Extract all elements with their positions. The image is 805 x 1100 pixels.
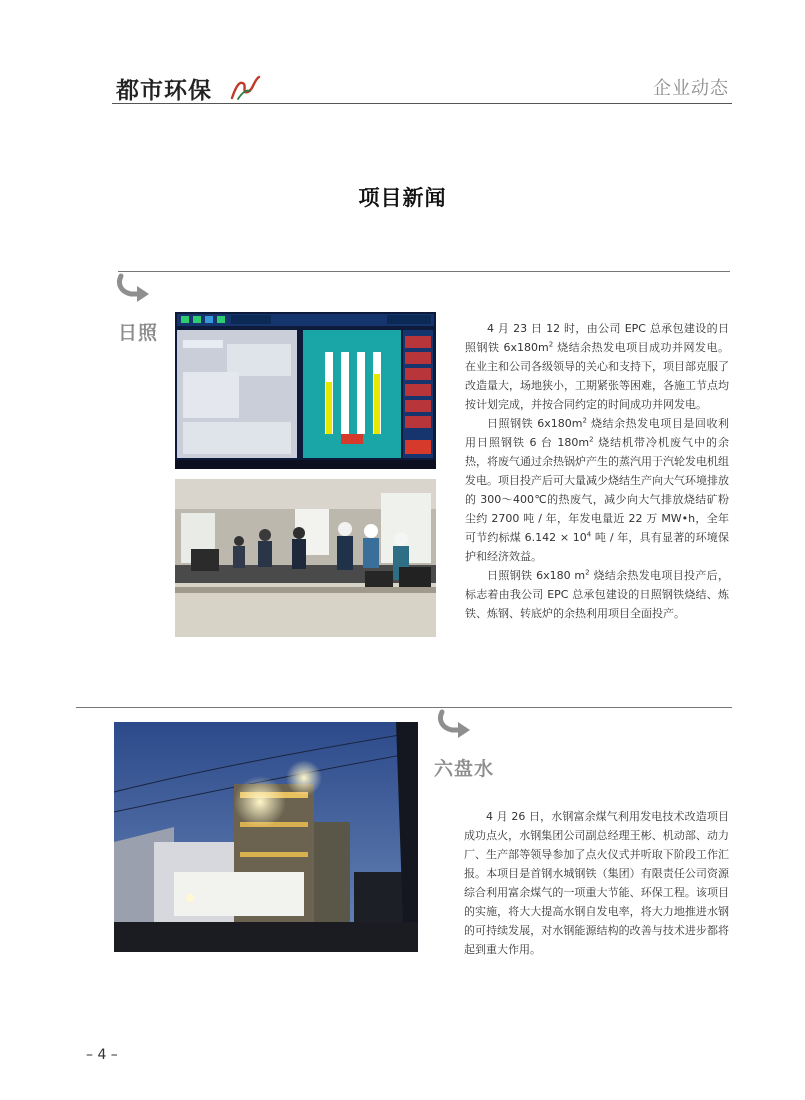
article-rizhao: [465, 319, 729, 623]
article-paragraph: 4 月 26 日，水钢富余煤气利用发电技术改造项目成功点火，水钢集团公司副总经理王彬、机动部、动力厂、生产部等领导参加了点火仪式并听取下阶段工作汇报。本项目是首钢水城钢铁（集团）有限责任公司资源综合利用富余煤气的一项重大节能、环保工程。该项目的实施，将大大提高水钢自发电率，将大力地推进水钢的可持续发展，对水钢能源结构的改善与技术进步都将起到重大作用。: [464, 810, 729, 956]
page-title: 项目新闻: [358, 185, 447, 210]
control-room-photo: [175, 479, 436, 637]
brand-swoosh-icon: [228, 74, 262, 102]
article-paragraph: 日照钢铁 6x180 $m^2$ 烧结余热发电项目投产后，标志着由我公司 EPC 总承包建设的日照钢铁烧结、炼铁、炼钢、转底炉的余热利用项目全面投产。: [465, 568, 729, 620]
section-divider: [76, 707, 732, 708]
power-plant-photo: [114, 722, 418, 952]
location-label-rizhao: 日照: [118, 322, 159, 344]
article-liupanshui: [464, 807, 729, 959]
curved-arrow-icon: [115, 272, 153, 304]
section-label: 企业动态: [653, 78, 729, 99]
location-label-liupanshui: 六盘水: [434, 758, 495, 780]
section-divider: [118, 271, 730, 272]
control-screen-photo: [175, 312, 436, 469]
brand-logo-text: 都市环保: [116, 77, 212, 104]
curved-arrow-icon: [436, 708, 474, 740]
header-divider: [112, 103, 732, 104]
page-number: – 4 –: [86, 1047, 118, 1063]
article-paragraph: 4 月 23 日 12 时，由公司 EPC 总承包建设的日照钢铁 $6x180m^2$ 烧结余热发电项目成功并网发电。在业主和公司各级领导的关心和支持下，项目部克服了改造量大，场地狭小，工期紧张等困难，各施工节点均按计划完成，并按合同约定的时间成功并网发电。: [465, 322, 730, 411]
article-paragraph: 日照钢铁 $6x180m^2$ 烧结余热发电项目是回收利用日照钢铁 6 台 $180m^2$ 烧结机带冷机废气中的余热，将废气通过余热锅炉产生的蒸汽用于汽轮发电机组发电。项目投产后可大量减少烧结生产向大气环境排放的 300～400℃的热废气，减少向大气排放烧结矿粉尘约 2700 吨 / 年，年发电量近 22 万 MW•h，全年可节约标煤 $6.142 \times 10^4$ 吨 / 年，具有显著的环境保护和经济效益。: [465, 416, 730, 563]
